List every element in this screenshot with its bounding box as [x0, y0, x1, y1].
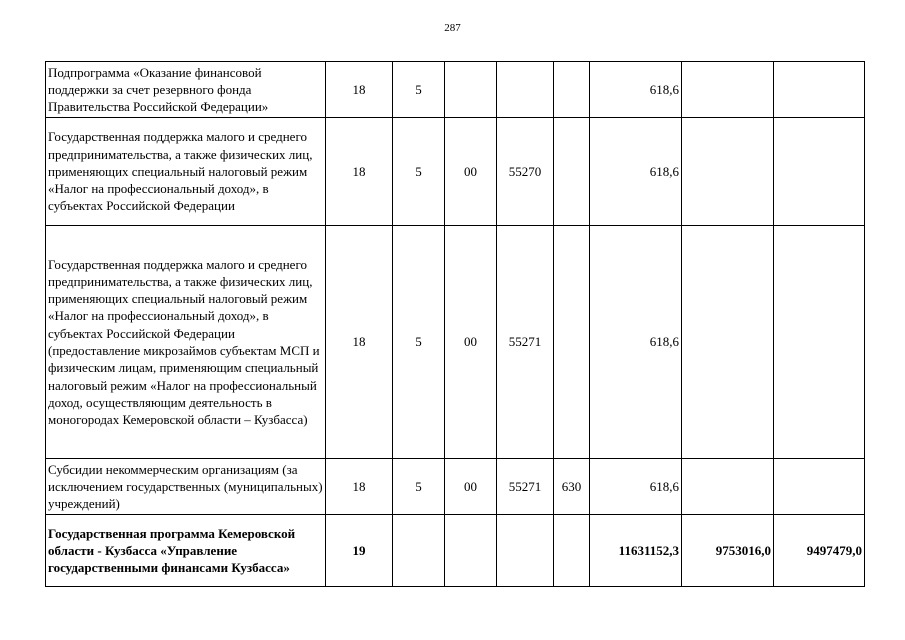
- row-sum-1: 618,6: [590, 62, 682, 118]
- row-sum-3: [774, 226, 865, 459]
- row-code-2: 5: [393, 459, 445, 515]
- row-name: Подпрограмма «Оказание финансовой поддержки за счет резервного фонда Правительства Российской Федерации»: [46, 62, 326, 118]
- row-code-4: 55270: [497, 118, 554, 226]
- row-code-1: 18: [326, 459, 393, 515]
- row-sum-2: 9753016,0: [682, 515, 774, 587]
- row-code-3: 00: [445, 118, 497, 226]
- row-sum-2: [682, 62, 774, 118]
- row-code-5: [554, 226, 590, 459]
- row-code-3: 00: [445, 459, 497, 515]
- row-code-5: 630: [554, 459, 590, 515]
- row-code-4: [497, 515, 554, 587]
- row-code-4: [497, 62, 554, 118]
- row-code-5: [554, 62, 590, 118]
- row-sum-1: 618,6: [590, 118, 682, 226]
- row-code-3: [445, 515, 497, 587]
- row-code-1: 18: [326, 226, 393, 459]
- row-code-2: 5: [393, 118, 445, 226]
- table-row: [46, 459, 865, 515]
- row-sum-3: [774, 118, 865, 226]
- page-number: 287: [444, 22, 461, 34]
- row-code-3: 00: [445, 226, 497, 459]
- row-code-2: [393, 515, 445, 587]
- row-code-5: [554, 118, 590, 226]
- row-sum-3: [774, 459, 865, 515]
- row-name: Субсидии некоммерческим организациям (за исключением государственных (муниципальных) учреждений): [46, 459, 326, 515]
- row-sum-3: 9497479,0: [774, 515, 865, 587]
- row-sum-3: [774, 62, 865, 118]
- row-sum-2: [682, 459, 774, 515]
- row-code-3: [445, 62, 497, 118]
- row-sum-2: [682, 226, 774, 459]
- row-code-1: 18: [326, 118, 393, 226]
- row-code-2: 5: [393, 226, 445, 459]
- row-sum-2: [682, 118, 774, 226]
- row-code-1: 18: [326, 62, 393, 118]
- row-name: Государственная поддержка малого и среднего предпринимательства, а также физических лиц, применяющих специальный налоговый режим «Налог на профессиональный доход», в субъектах Российской Федерации (предоставление микрозаймов субъектам МСП и физическим лицам, применяющим специальный налоговый режим «Налог на профессиональный доход, осуществляющим деятельность в моногородах Кемеровской области – Кузбасса): [46, 226, 326, 459]
- row-sum-1: 618,6: [590, 226, 682, 459]
- row-code-4: 55271: [497, 226, 554, 459]
- row-name: Государственная программа Кемеровской области - Кузбасса «Управление государственными финансами Кузбасса»: [46, 515, 326, 587]
- table-row: [46, 118, 865, 226]
- budget-table: [45, 61, 865, 587]
- row-code-2: 5: [393, 62, 445, 118]
- table-row: [46, 226, 865, 459]
- row-sum-1: 618,6: [590, 459, 682, 515]
- row-code-4: 55271: [497, 459, 554, 515]
- table-row: [46, 515, 865, 587]
- table-row: [46, 62, 865, 118]
- row-code-1: 19: [326, 515, 393, 587]
- row-name: Государственная поддержка малого и среднего предпринимательства, а также физических лиц, применяющих специальный налоговый режим «Налог на профессиональный доход», в субъектах Российской Федерации: [46, 118, 326, 226]
- row-sum-1: 11631152,3: [590, 515, 682, 587]
- row-code-5: [554, 515, 590, 587]
